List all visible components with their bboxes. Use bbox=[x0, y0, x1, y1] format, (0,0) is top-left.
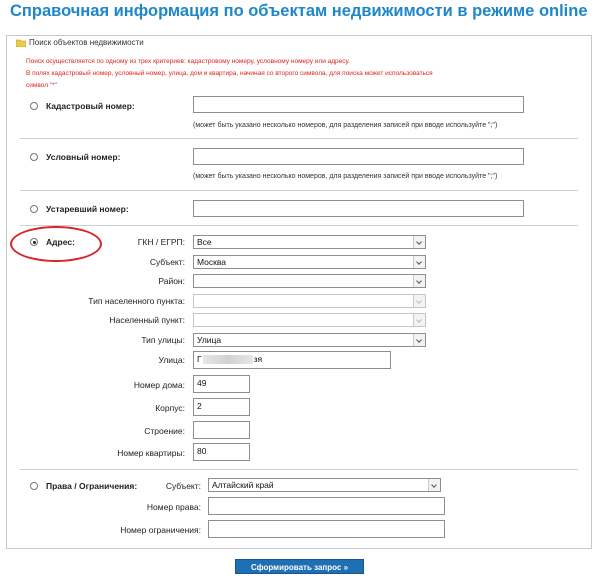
building-label: Корпус: bbox=[155, 403, 185, 413]
radio-rights[interactable] bbox=[30, 482, 38, 490]
address-highlight-ellipse bbox=[10, 226, 102, 262]
house-label: Номер дома: bbox=[133, 380, 185, 390]
structure-input[interactable] bbox=[193, 421, 250, 439]
radio-obsolete[interactable] bbox=[30, 205, 38, 213]
settlement-type-label: Тип населенного пункта: bbox=[88, 296, 185, 306]
settlement-label: Населенный пункт: bbox=[109, 315, 185, 325]
chevron-down-icon bbox=[413, 256, 425, 268]
cadastral-input[interactable] bbox=[193, 96, 524, 113]
rights-subject-select[interactable] bbox=[208, 478, 441, 492]
apartment-label: Номер квартиры: bbox=[117, 448, 185, 458]
conditional-label: Условный номер: bbox=[46, 152, 121, 162]
gkn-select-value: Все bbox=[197, 237, 212, 247]
chevron-down-icon bbox=[413, 236, 425, 248]
subject-select-value: Москва bbox=[197, 257, 227, 267]
search-folder-icon bbox=[16, 39, 26, 47]
divider bbox=[20, 469, 578, 470]
street-type-label: Тип улицы: bbox=[141, 335, 185, 345]
street-input[interactable] bbox=[193, 351, 391, 369]
page-title: Справочная информация по объектам недвижимости в режиме online bbox=[10, 2, 588, 20]
subject-label: Субъект: bbox=[149, 257, 185, 267]
restriction-number-label: Номер ограничения: bbox=[120, 525, 201, 535]
cadastral-hint: (может быть указано несколько номеров, для разделения записей при вводе используйте ";") bbox=[193, 122, 498, 129]
divider bbox=[20, 225, 578, 226]
apartment-input[interactable]: 80 bbox=[193, 443, 250, 461]
notice-line-3: символ "*" bbox=[26, 82, 57, 89]
house-input[interactable]: 49 bbox=[193, 375, 250, 393]
right-number-label: Номер права: bbox=[146, 502, 201, 512]
search-legend bbox=[16, 38, 147, 47]
street-type-select[interactable] bbox=[193, 333, 426, 347]
gkn-label: ГКН / ЕГРП: bbox=[137, 237, 185, 247]
chevron-down-icon bbox=[413, 295, 425, 307]
conditional-hint: (может быть указано несколько номеров, для разделения записей при вводе используйте ";") bbox=[193, 173, 498, 180]
street-value-start: Г bbox=[197, 354, 202, 364]
radio-cadastral[interactable] bbox=[30, 102, 38, 110]
structure-label: Строение: bbox=[144, 426, 185, 436]
subject-select[interactable] bbox=[193, 255, 426, 269]
notice-line-1: Поиск осуществляется по одному из трех критериев: кадастровому номеру, условному номеру или адресу. bbox=[26, 58, 350, 65]
divider bbox=[20, 190, 578, 191]
chevron-down-icon bbox=[413, 275, 425, 287]
gkn-select[interactable] bbox=[193, 235, 426, 249]
chevron-down-icon bbox=[413, 334, 425, 346]
right-number-input[interactable] bbox=[208, 497, 445, 515]
street-label: Улица: bbox=[158, 355, 185, 365]
cadastral-label: Кадастровый номер: bbox=[46, 101, 135, 111]
obsolete-label: Устаревший номер: bbox=[46, 204, 129, 214]
notice-line-2: В полях кадастровый номер, условный номер, улица, дом и квартира, начиная со второго символа, для поиска может использоваться bbox=[26, 70, 433, 77]
rights-subject-select-value: Алтайский край bbox=[212, 480, 274, 490]
divider bbox=[20, 138, 578, 139]
obsolete-input[interactable] bbox=[193, 200, 524, 217]
settlement-select[interactable] bbox=[193, 313, 426, 327]
address-label: Адрес: bbox=[46, 237, 75, 247]
district-select[interactable] bbox=[193, 274, 426, 288]
street-value-end: зя bbox=[253, 354, 263, 364]
redacted-text-blur bbox=[203, 355, 253, 364]
submit-request-button[interactable]: Сформировать запрос » bbox=[235, 559, 364, 574]
rights-label: Права / Ограничения: bbox=[46, 481, 138, 491]
conditional-input[interactable] bbox=[193, 148, 524, 165]
building-input[interactable]: 2 bbox=[193, 398, 250, 416]
search-legend-label: Поиск объектов недвижимости bbox=[29, 38, 144, 47]
chevron-down-icon bbox=[428, 479, 440, 491]
rights-subject-label: Субъект: bbox=[165, 481, 201, 491]
restriction-number-input[interactable] bbox=[208, 520, 445, 538]
chevron-down-icon bbox=[413, 314, 425, 326]
district-label: Район: bbox=[158, 276, 185, 286]
radio-conditional[interactable] bbox=[30, 153, 38, 161]
settlement-type-select[interactable] bbox=[193, 294, 426, 308]
street-type-select-value: Улица bbox=[197, 335, 222, 345]
